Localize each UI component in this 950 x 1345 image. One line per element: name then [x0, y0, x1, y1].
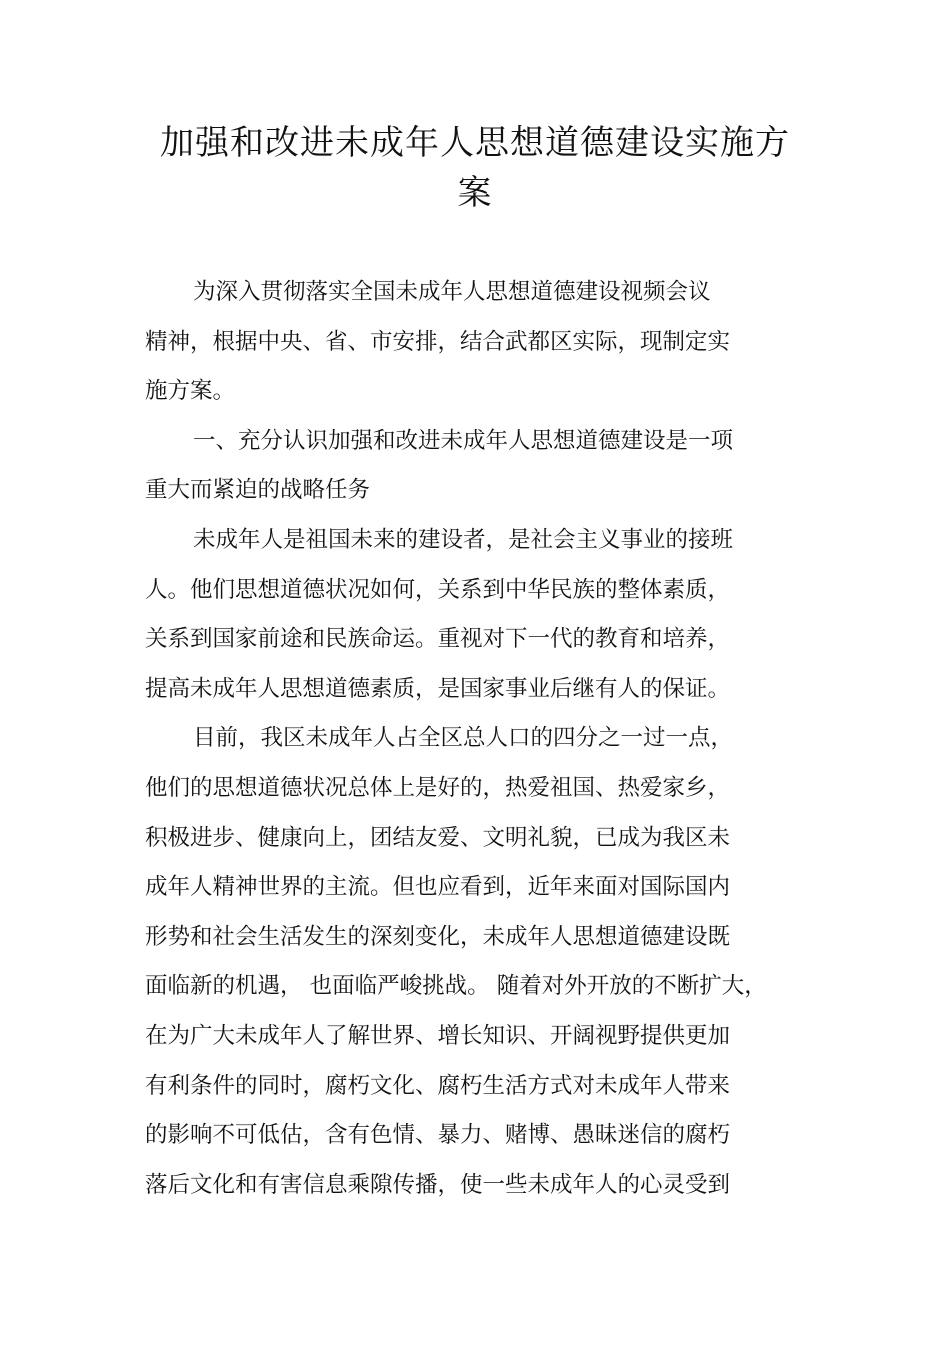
body-line: 一、充分认识加强和改进未成年人思想道德建设是一项: [193, 427, 734, 454]
body-line: 形势和社会生活发生的深刻变化，未成年人思想道德建设既: [145, 923, 731, 950]
body-line: 施方案。: [145, 378, 236, 405]
body-line: 目前，我区未成年人占全区总人口的四分之一过一点，: [193, 725, 734, 752]
body-line: 积极进步、健康向上，团结友爱、文明礼貌，已成为我区未: [145, 824, 731, 851]
document-body: [145, 268, 805, 1210]
body-line: 落后文化和有害信息乘隙传播，使一些未成年人的心灵受到: [145, 1171, 731, 1198]
body-line: 重大而紧迫的战略任务: [145, 477, 371, 504]
body-line: 人。他们思想道德状况如何，关系到中华民族的整体素质，: [145, 576, 731, 603]
body-line: 的影响不可低估，含有色情、暴力、赌博、愚昧迷信的腐朽: [145, 1122, 731, 1149]
title-line: 案: [457, 173, 493, 213]
title-line: 加强和改进未成年人思想道德建设实施方: [160, 123, 790, 163]
body-line: 提高未成年人思想道德素质，是国家事业后继有人的保证。: [145, 675, 731, 702]
body-line: 为深入贯彻落实全国未成年人思想道德建设视频会议: [193, 279, 711, 305]
body-line: 面临新的机遇， 也面临严峻挑战。 随着对外开放的不断扩大，: [145, 973, 767, 1000]
body-line: 他们的思想道德状况总体上是好的，热爱祖国、热爱家乡，: [145, 774, 731, 801]
body-line: 未成年人是祖国未来的建设者，是社会主义事业的接班: [193, 526, 734, 553]
body-line: 关系到国家前途和民族命运。重视对下一代的教育和培养，: [145, 626, 731, 653]
body-line: 在为广大未成年人了解世界、增长知识、开阔视野提供更加: [145, 1022, 731, 1049]
document-title: [140, 118, 810, 218]
body-line: 有利条件的同时，腐朽文化、腐朽生活方式对未成年人带来: [145, 1072, 731, 1099]
body-line: 成年人精神世界的主流。但也应看到，近年来面对国际国内: [145, 874, 731, 901]
body-line: 精神，根据中央、省、市安排，结合武都区实际，现制定实: [145, 328, 731, 355]
